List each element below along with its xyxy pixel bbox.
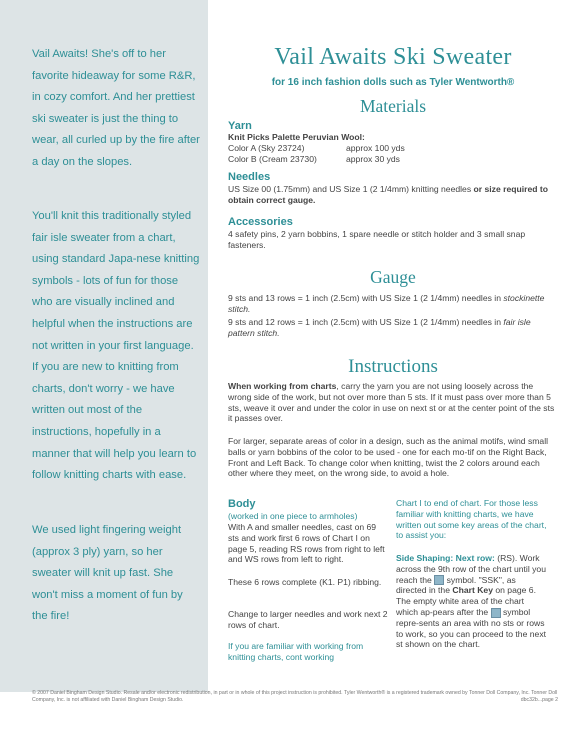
needles-gauge-note: or size required to obtain correct gauge. xyxy=(228,184,549,205)
accessories-heading: Accessories xyxy=(228,216,293,228)
instructions-motifs-paragraph: For larger, separate areas of color in a design, such as the animal motifs, wind small balls or yarn bobbins of the color to be used - one for each mo-tif on the Right Back, Front and Left Back. To change color when knitting, twist the 2 colors around each other where they meet, on the wrong side, to avoid a hole. xyxy=(228,436,549,479)
sidebar-intro-paragraph: Vail Awaits! She's off to her favorite hideaway for some R&R, in cozy comfort. And her prettiest ski sweater is just the thing to wear, all curled up by the fire after a day on the slopes. xyxy=(32,48,200,168)
ssk-symbol-icon-2 xyxy=(491,608,501,618)
sidebar-chart-paragraph: You'll knit this traditionally styled fair isle sweater from a chart, using standard Japa-nese knitting symbols - lots of fun for those who are visually inclined and helpful when the instructions are not written in your first language. If you are new to knitting from charts, don't worry - we have written out most of the instructions, hopefully in a manner that will help you learn to follow knitting charts with ease. xyxy=(32,210,200,482)
body-cast-on: With A and smaller needles, cast on 69 sts and work first 6 rows of Chart I on page 5, reading RS rows from right to left and WS rows from left to right. xyxy=(228,522,385,565)
page-title: Vail Awaits Ski Sweater xyxy=(274,44,512,70)
side-shaping-text-d: symbol repre-sents an area with no sts or rows to work, so you can proceed to the next st shown on the chart. xyxy=(396,606,547,650)
gauge-fairisle-stitch: fair isle pattern stitch. xyxy=(228,317,531,338)
needles-heading: Needles xyxy=(228,171,271,183)
copyright-footer: © 2007 Daniel Bingham Design Studio. Resale and/or electronic redistribution, in part or in whole of this project instruction is prohibited. Tyler Wentworth® is a registered trademark owned by Tonner Doll Company, Inc. Tonner Doll Company, Inc. is not affiliated with Daniel Bingham Design Studio. xyxy=(32,690,558,703)
gauge-stockinette-stitch: stockinette stitch. xyxy=(228,293,545,314)
needles-sizes: US Size 00 (1.75mm) and US Size 1 (2 1/4mm) knitting needles xyxy=(228,184,472,194)
instructions-heading: Instructions xyxy=(348,356,438,377)
sidebar-yarn-paragraph: We used light fingering weight (approx 3 ply) yarn, so her sweater will knit up fast. She won't miss a moment of fun by the fire! xyxy=(32,524,183,623)
side-shaping xyxy=(396,553,548,650)
ssk-symbol-icon xyxy=(434,575,444,585)
sidebar-panel xyxy=(0,0,208,692)
side-shaping-lead: Side Shaping: Next row: xyxy=(396,553,495,563)
yarn-heading: Yarn xyxy=(228,120,252,132)
page-subtitle: for 16 inch fashion dolls such as Tyler Wentworth® xyxy=(271,77,515,88)
page-number: dbc32b...page 2 xyxy=(520,697,558,703)
yarn-color-a-amount: approx 100 yds xyxy=(346,143,405,153)
side-shaping-text-b: symbol. "SSK", as directed in the xyxy=(396,574,516,596)
instructions-charts-paragraph xyxy=(228,381,558,424)
gauge-stockinette-text: 9 sts and 13 rows = 1 inch (2.5cm) with US Size 1 (2 1/4mm) needles in xyxy=(228,293,501,303)
gauge-stockinette xyxy=(228,293,558,315)
accessories-text: 4 safety pins, 2 yarn bobbins, 1 spare needle or stitch holder and 3 small snap fasteners. xyxy=(228,229,526,250)
yarn-brand: Knit Picks Palette Peruvian Wool: xyxy=(228,132,365,142)
needles-text xyxy=(228,184,558,206)
yarn-color-b: Color B (Cream 23730) xyxy=(228,154,317,164)
side-shaping-text-a: (RS). Work across the 9th row of the chart until you reach the xyxy=(396,553,546,585)
gauge-fairisle-text: 9 sts and 12 rows = 1 inch (2.5cm) with US Size 1 (2 1/4mm) needles in xyxy=(228,317,501,327)
body-ribbing: These 6 rows complete (K1. P1) ribbing. xyxy=(228,577,382,587)
chart-key-ref: Chart Key xyxy=(452,585,493,596)
body-note: (worked in one piece to armholes) xyxy=(228,511,358,521)
body-change-needles: Change to larger needles and work next 2 rows of chart. xyxy=(228,609,388,630)
body-heading: Body xyxy=(228,498,256,510)
charts-text: , carry the yarn you are not using loosely across the wrong side of the work, but not over more than 5 sts. If it must pass over more than 5 sts, weave it over and under the color in use on next st or at the center point of the sts it passes over. xyxy=(228,381,555,424)
yarn-color-b-amount: approx 30 yds xyxy=(346,154,400,164)
materials-heading: Materials xyxy=(359,96,427,116)
gauge-fairisle xyxy=(228,317,558,339)
side-shaping-text-c: on page 6. The empty white area of the chart which ap-pears after the xyxy=(396,585,536,617)
body-chart-continue: Chart I to end of chart. For those less familiar with knitting charts, we have written out some key areas of the chart, to assist you: xyxy=(396,498,547,541)
charts-lead: When working from charts xyxy=(228,381,337,391)
yarn-color-a: Color A (Sky 23724) xyxy=(228,143,305,153)
gauge-heading: Gauge xyxy=(370,267,416,287)
body-familiar: If you are familiar with working from knitting charts, cont working xyxy=(228,641,364,662)
